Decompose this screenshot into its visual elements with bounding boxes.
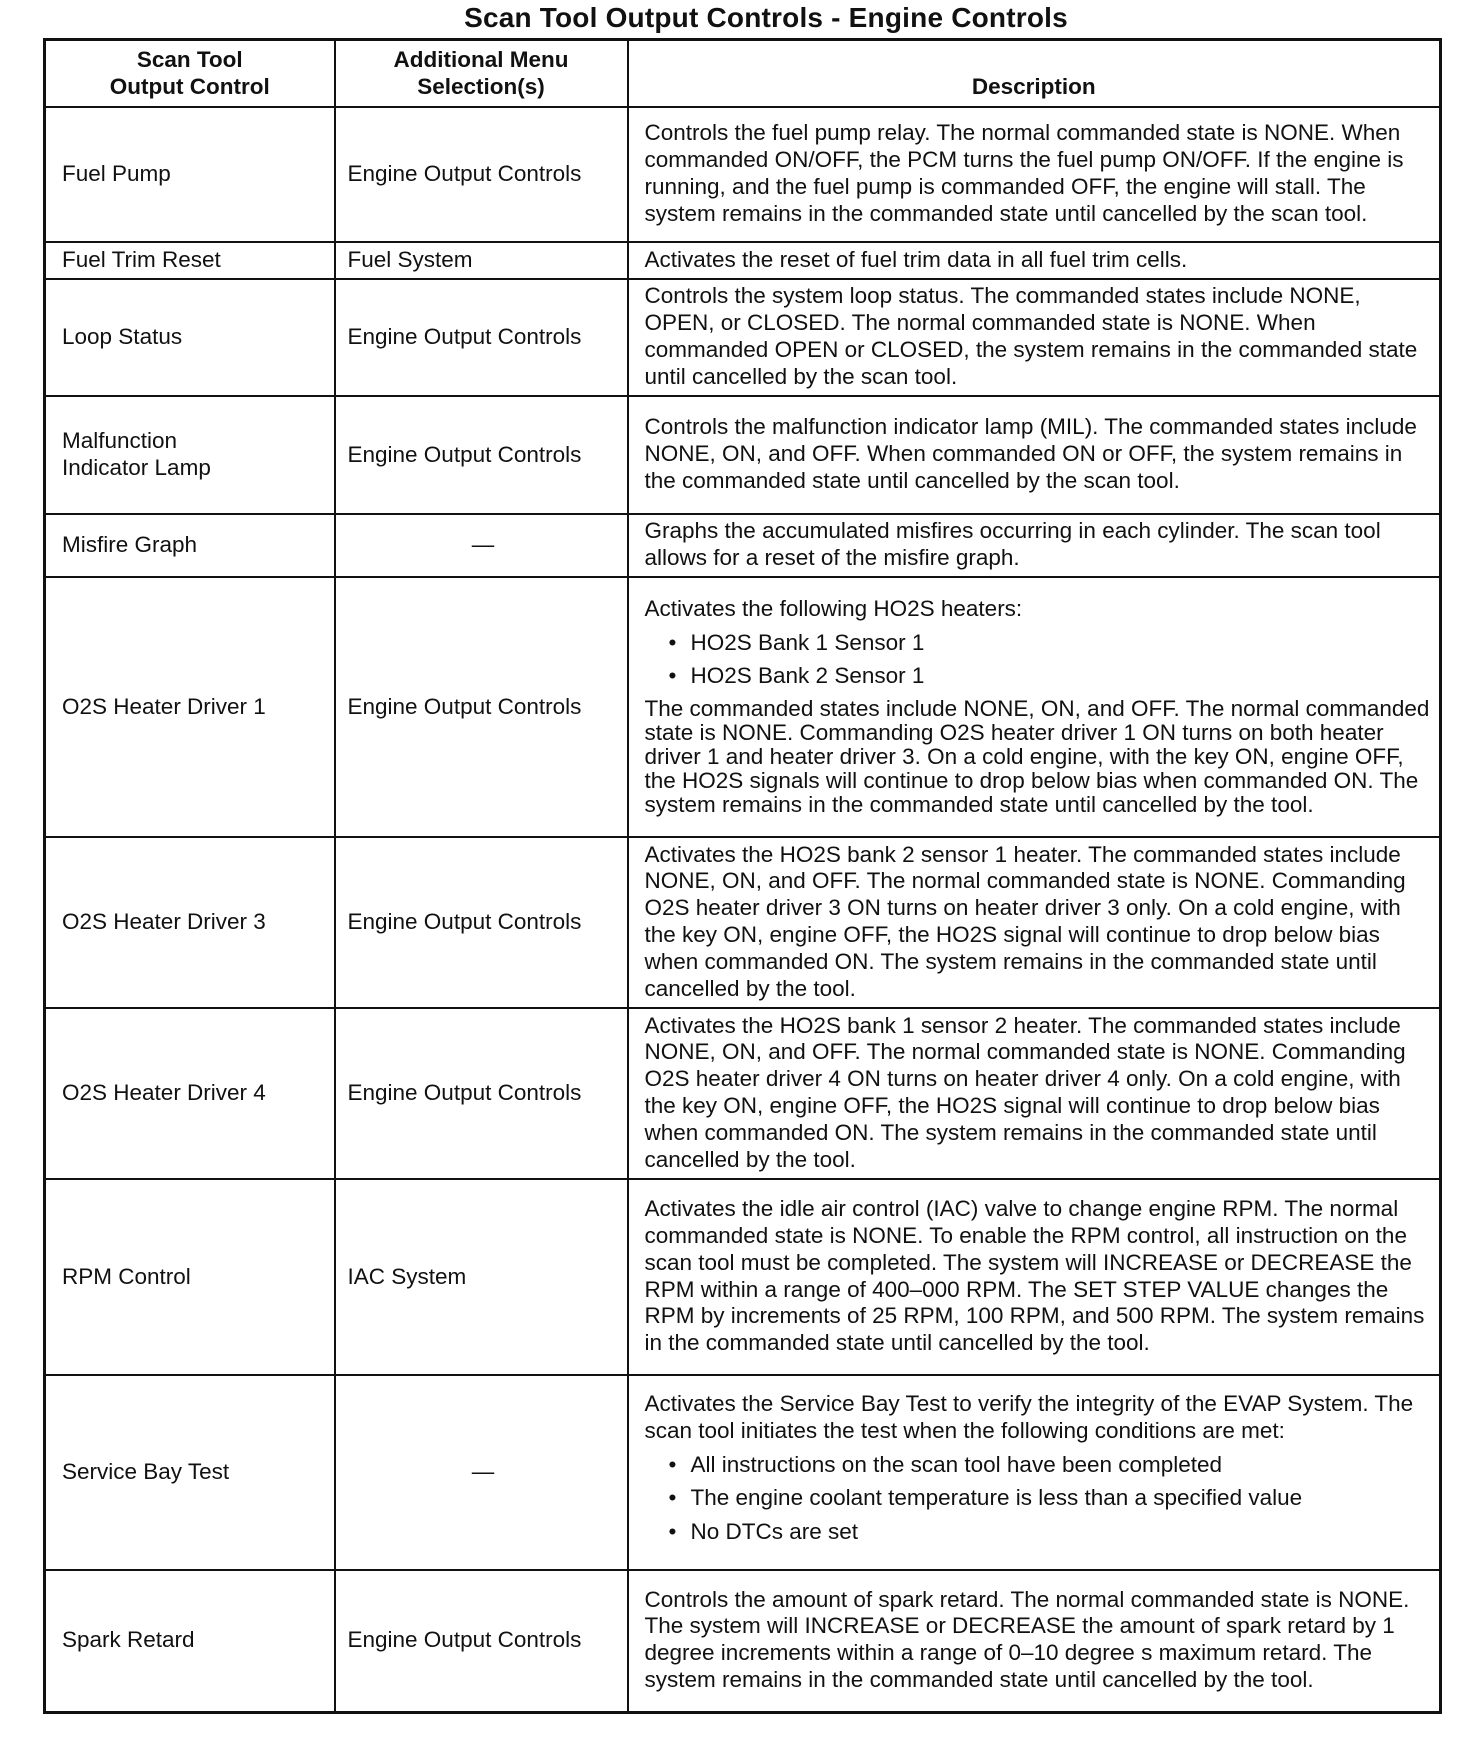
description-text: Controls the amount of spark retard. The normal commanded state is NONE. The system will INCREASE or DECREASE the amount of spark retard by 1 degree increments within a range of 0–10 degree s maximum retard. The system remains in the commanded state until cancelled by the tool. [644,1586,1410,1693]
menu-selection: Engine Output Controls [335,837,628,1008]
table-row [45,1570,1441,1712]
description [628,1570,1441,1712]
control-name: RPM Control [45,1179,335,1375]
control-name: Spark Retard [45,1570,335,1712]
table-header-row [45,40,1441,108]
description [628,1179,1441,1375]
description [628,242,1441,279]
menu-selection: Engine Output Controls [335,107,628,242]
menu-selection: — [335,1375,628,1570]
table-row [45,396,1441,514]
control-name: O2S Heater Driver 1 [45,577,335,837]
description-text: Controls the fuel pump relay. The normal commanded state is NONE. When commanded ON/OFF, the PCM turns the fuel pump ON/OFF. If the engine is running, and the fuel pump is commanded OFF, the engine will stall. The system remains in the commanded state until cancelled by the scan tool. [644,120,1404,226]
description [628,396,1441,514]
description-text: Activates the HO2S bank 1 sensor 2 heater. The commanded states include NONE, ON, and OFF. The normal commanded state is NONE. Commanding O2S heater driver 4 ON turns on heater driver 4 only. On a cold engine, with the key ON, engine OFF, the HO2S signal will continue to drop below bias when commanded ON. The system remains in the commanded state until cancelled by the tool. [644,1012,1406,1172]
list-item: • All instructions on the scan tool have been completed [645,1452,1432,1479]
description-text: Activates the HO2S bank 2 sensor 1 heater. The commanded states include NONE, ON, and OFF. The normal commanded state is NONE. Commanding O2S heater driver 3 ON turns on heater driver 3 only. On a cold engine, with the key ON, engine OFF, the HO2S signal will continue to drop below bias when commanded ON. The system remains in the commanded state until cancelled by the tool. [644,841,1406,1001]
description-intro: Activates the following HO2S heaters: [644,595,1023,621]
menu-selection: Engine Output Controls [335,577,628,837]
menu-selection: Engine Output Controls [335,396,628,514]
control-name: Fuel Trim Reset [45,242,335,279]
table-row [45,1375,1441,1570]
description [628,1375,1441,1570]
description [628,837,1441,1008]
description-text: Graphs the accumulated misfires occurring in each cylinder. The scan tool allows for a reset of the misfire graph. [644,518,1381,570]
control-name: Fuel Pump [45,107,335,242]
menu-selection: Fuel System [335,242,628,279]
list-item: • HO2S Bank 2 Sensor 1 [645,663,1432,690]
table-row [45,514,1441,577]
list-item: • HO2S Bank 1 Sensor 1 [645,630,1432,657]
control-name: O2S Heater Driver 4 [45,1008,335,1179]
description-text: Activates the reset of fuel trim data in all fuel trim cells. [644,246,1188,272]
description [628,1008,1441,1179]
menu-selection: Engine Output Controls [335,279,628,396]
description-text: Activates the idle air control (IAC) valve to change engine RPM. The normal commanded state is NONE. To enable the RPM control, all instruction on the scan tool must be completed. The system will INCREASE or DECREASE the RPM within a range of 400–000 RPM. The SET STEP VALUE changes the RPM by increments of 25 RPM, 100 RPM, and 500 RPM. The system remains in the commanded state until cancelled by the tool. [644,1196,1425,1356]
table-row [45,1179,1441,1375]
bullet-list [645,630,1432,691]
description [628,577,1441,837]
output-controls-table [43,38,1442,1714]
menu-selection: Engine Output Controls [335,1570,628,1712]
header-scan-tool-output-control: Scan Tool Output Control [45,40,335,108]
description [628,279,1441,396]
menu-selection: Engine Output Controls [335,1008,628,1179]
description [628,107,1441,242]
menu-selection: — [335,514,628,577]
table-row [45,837,1441,1008]
header-description: Description [628,40,1441,108]
menu-selection: IAC System [335,1179,628,1375]
table-row [45,279,1441,396]
page-title: Scan Tool Output Controls - Engine Controls [464,2,1068,33]
description-intro: Activates the Service Bay Test to verify the integrity of the EVAP System. The scan tool initiates the test when the following conditions are met: [644,1391,1414,1443]
table-row [45,1008,1441,1179]
control-name: Loop Status [45,279,335,396]
bullet-list [645,1452,1432,1546]
table-row [45,242,1441,279]
control-name: Malfunction Indicator Lamp [45,396,335,514]
description-text: Controls the system loop status. The commanded states include NONE, OPEN, or CLOSED. The normal commanded state is NONE. When commanded OPEN or CLOSED, the system remains in the commanded state until cancelled by the scan tool. [644,283,1418,389]
control-name: Misfire Graph [45,514,335,577]
list-item: • No DTCs are set [645,1519,1432,1546]
header-additional-menu-selections: Additional Menu Selection(s) [335,40,628,108]
control-name: Service Bay Test [45,1375,335,1570]
description-text: Controls the malfunction indicator lamp (MIL). The commanded states include NONE, ON, and OFF. When commanded ON or OFF, the system remains in the commanded state until cancelled by the scan tool. [644,414,1417,493]
control-name: O2S Heater Driver 3 [45,837,335,1008]
table-row [45,107,1441,242]
description [628,514,1441,577]
table-row [45,577,1441,837]
list-item: • The engine coolant temperature is less than a specified value [645,1485,1432,1512]
description-text: The commanded states include NONE, ON, and OFF. The normal commanded state is NONE. Commanding O2S heater driver 1 ON turns on both heater driver 1 and heater driver 3. On a cold engine, with the key ON, engine OFF, the HO2S signals will continue to drop below bias when commanded ON. The system remains in the commanded state until cancelled by the tool. [644,696,1430,818]
